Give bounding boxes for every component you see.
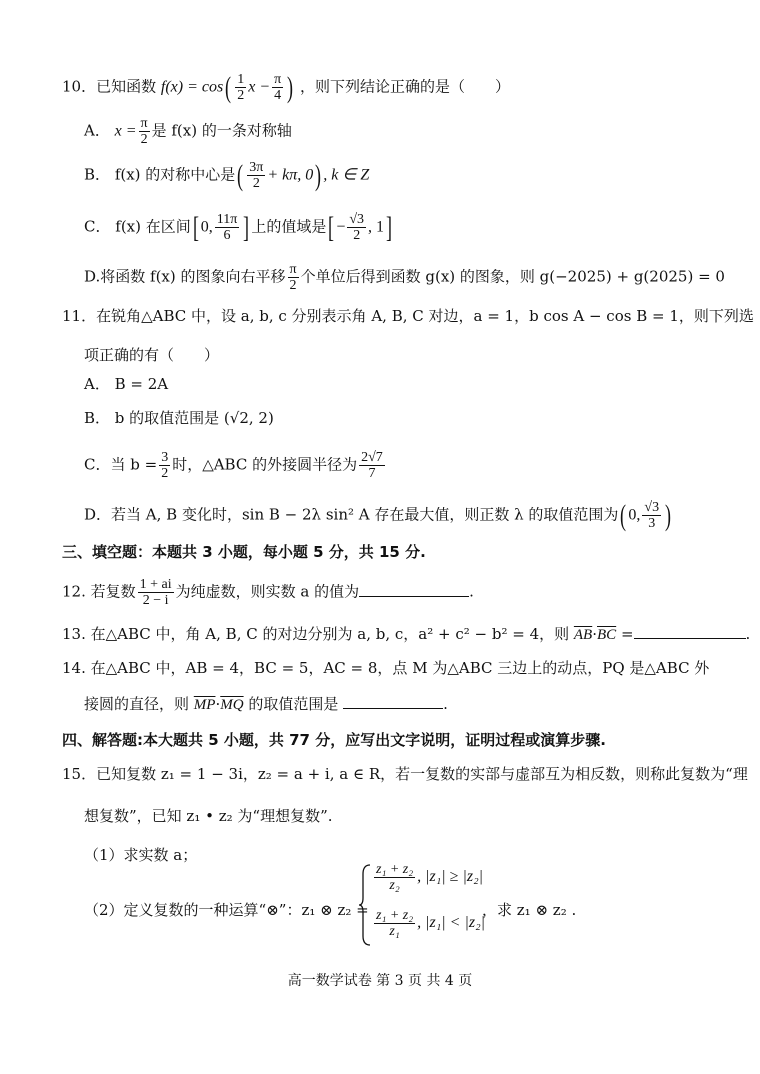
vector-ab: $\overline{AB}$ [573, 627, 593, 643]
option-text: f(x) 在区间 [115, 217, 191, 236]
option-label: A． [84, 121, 110, 140]
dot-operator: · [592, 625, 597, 643]
q11-c-frac [159, 450, 170, 481]
frac-denominator: 2 [140, 132, 148, 147]
piecewise-brace [358, 864, 372, 946]
q14-end: . [443, 695, 448, 713]
q11-option-a: A． B = 2A [84, 375, 169, 393]
paren-left: ( [225, 70, 232, 104]
paren-right: ) [315, 158, 322, 192]
q11-stem-line2: 项正确的有（ ） [84, 346, 220, 364]
case-2-condition: , |z₁| < |z₂| [417, 913, 486, 931]
q10-stem-tail: ，则下列结论正确的是（ ） [299, 77, 510, 96]
q15-part2-lead: （2）定义复数的一种运算“⊗”：z₁ ⊗ z₂ = [84, 901, 369, 919]
q12-text: 12. 若复数 [62, 582, 136, 601]
option-text: f(x) 的对称中心是 [114, 165, 236, 184]
frac-numerator: 11π [216, 212, 238, 227]
section-4-heading: 四、解答题:本大题共 5 小题，共 77 分，应写出文字说明，证明过程或演算步骤. [62, 731, 606, 749]
q14-text: 接圆的直径，则 [84, 695, 190, 713]
q13-text: 13. 在△ABC 中，角 A, B, C 的对边分别为 a, b, c，a² + c² − b² = 4，则 [62, 625, 570, 643]
paren-right: ) [665, 498, 672, 532]
q12-end: . [469, 582, 474, 601]
case-1 [372, 862, 483, 893]
q14-answer-blank[interactable] [343, 694, 443, 709]
q15-line2: 想复数”，已知 z₁ • z₂ 为“理想复数”. [84, 807, 333, 825]
q10-function: f(x) = cos [160, 78, 224, 96]
vector-mp: $\overline{MP}$ [193, 697, 216, 713]
frac-denominator: 6 [223, 228, 231, 243]
frac-numerator: 3 [161, 450, 169, 465]
frac-numerator: 2√7 [361, 450, 383, 465]
frac-numerator: 1 + ai [139, 577, 172, 592]
q14-line1: 14. 在△ABC 中，AB = 4，BC = 5，AC = 8，点 M 为△ABC 三边上的动点，PQ 是△ABC 外 [62, 659, 710, 677]
frac-numerator: π [289, 262, 297, 277]
option-math: + kπ, 0 [267, 166, 314, 184]
q10-x-minus: x − [248, 78, 271, 96]
q13 [62, 624, 750, 645]
bracket-right: ] [386, 210, 393, 244]
option-label: B． [84, 165, 111, 184]
q10-number: 10．已知函数 [62, 77, 157, 96]
frac-numerator: π [274, 72, 282, 87]
q12-text: 为纯虚数，则实数 a 的值为 [175, 582, 360, 601]
q10-option-d [84, 262, 725, 293]
frac-denominator: 4 [274, 88, 282, 103]
bracket-left: [ [192, 210, 199, 244]
option-text: D.将函数 f(x) 的图象向右平移 [84, 267, 286, 286]
paren-left: ( [620, 498, 627, 532]
case-1-condition: , |z₁| ≥ |z₂| [417, 867, 484, 885]
q10-stem [62, 72, 510, 103]
bracket-right: ] [243, 210, 250, 244]
q10-frac-half [235, 72, 246, 103]
bracket-left: [ [328, 210, 335, 244]
case-2-frac [374, 908, 415, 939]
option-math: − [336, 218, 346, 236]
option-text: 上的值域是 [251, 217, 327, 236]
option-text: 是 f(x) 的一条对称轴 [151, 121, 292, 140]
vector-mq: $\overline{MQ}$ [220, 697, 244, 713]
frac-denominator: 3 [648, 516, 656, 531]
option-math: x = [114, 122, 137, 140]
case-1-frac [374, 862, 415, 893]
q14-line2 [84, 694, 448, 715]
option-text: D．若当 A, B 变化时，sin B − 2λ sin² A 存在最大值，则正数 λ 的取值范围为 [84, 505, 619, 524]
option-math: 0, [200, 218, 213, 236]
q10-d-frac [288, 262, 299, 293]
frac-numerator: 3π [249, 160, 264, 175]
frac-denominator: 2 − i [142, 593, 169, 608]
vector-bc: $\overline{BC}$ [597, 627, 617, 643]
q10-frac-pi4 [272, 72, 283, 103]
frac-denominator: 2 [161, 466, 169, 481]
section-3-heading: 三、填空题：本题共 3 小题，每小题 5 分，共 15 分. [62, 543, 426, 561]
option-math: 0, [628, 506, 641, 524]
frac-numerator: z₁ + z₂ [376, 908, 414, 923]
q10-option-c [84, 212, 394, 243]
q15-line1: 15．已知复数 z₁ = 1 − 3i，z₂ = a + i, a ∈ R，若一复数的实部与虚部互为相反数，则称此复数为“理 [62, 765, 748, 783]
q11-option-d [84, 500, 673, 531]
frac-numerator: √3 [349, 212, 365, 227]
q10-c-frac2 [347, 212, 366, 243]
frac-denominator: 2 [353, 228, 361, 243]
q11-d-frac [642, 500, 661, 531]
frac-numerator: 1 [237, 72, 245, 87]
frac-denominator: 2 [289, 278, 297, 293]
q14-text: 的取值范围是 [248, 695, 339, 713]
option-text: 个单位后得到函数 g(x) 的图象，则 g(−2025) + g(2025) = 0 [300, 267, 725, 286]
option-text: 时，△ABC 的外接圆半径为 [172, 455, 358, 474]
q10-a-frac [139, 116, 150, 147]
q11-option-c [84, 450, 387, 481]
frac-denominator: z₂ [389, 878, 400, 893]
q12 [62, 577, 474, 608]
q13-answer-blank[interactable] [634, 624, 746, 639]
q11-stem-line1: 11．在锐角△ABC 中，设 a, b, c 分别表示角 A, B, C 对边，a = 1，b cos A − cos B = 1，则下列选 [62, 307, 754, 325]
option-math: , k ∈ Z [323, 166, 370, 184]
q11-c-frac2 [359, 450, 385, 481]
q10-option-b [84, 160, 369, 191]
option-math: , 1 [368, 218, 385, 236]
frac-denominator: z₁ [389, 924, 400, 939]
q12-answer-blank[interactable] [359, 582, 469, 597]
option-text: C．当 b = [84, 455, 158, 474]
q13-end: . [745, 625, 751, 643]
q12-frac [138, 577, 174, 608]
frac-numerator: z₁ + z₂ [376, 862, 414, 877]
page-footer: 高一数学试卷 第 3 页 共 4 页 [287, 973, 473, 989]
case-2 [372, 908, 485, 939]
paren-right: ) [287, 70, 294, 104]
frac-numerator: √3 [644, 500, 660, 515]
q15-part2-tail: ，求 z₁ ⊗ z₂ . [482, 901, 577, 919]
paren-left: ( [237, 158, 244, 192]
dot-operator: · [215, 695, 221, 713]
frac-numerator: π [140, 116, 148, 131]
frac-denominator: 2 [252, 176, 260, 191]
frac-denominator: 7 [368, 466, 376, 481]
q15-part1: （1）求实数 a； [84, 846, 198, 864]
q10-b-frac [247, 160, 265, 191]
frac-denominator: 2 [237, 88, 245, 103]
option-label: C． [84, 217, 111, 236]
equals-sign: = [620, 625, 634, 643]
q11-option-b: B． b 的取值范围是 (√2, 2) [84, 409, 274, 427]
q10-c-frac [215, 212, 240, 243]
q10-option-a [84, 116, 292, 147]
